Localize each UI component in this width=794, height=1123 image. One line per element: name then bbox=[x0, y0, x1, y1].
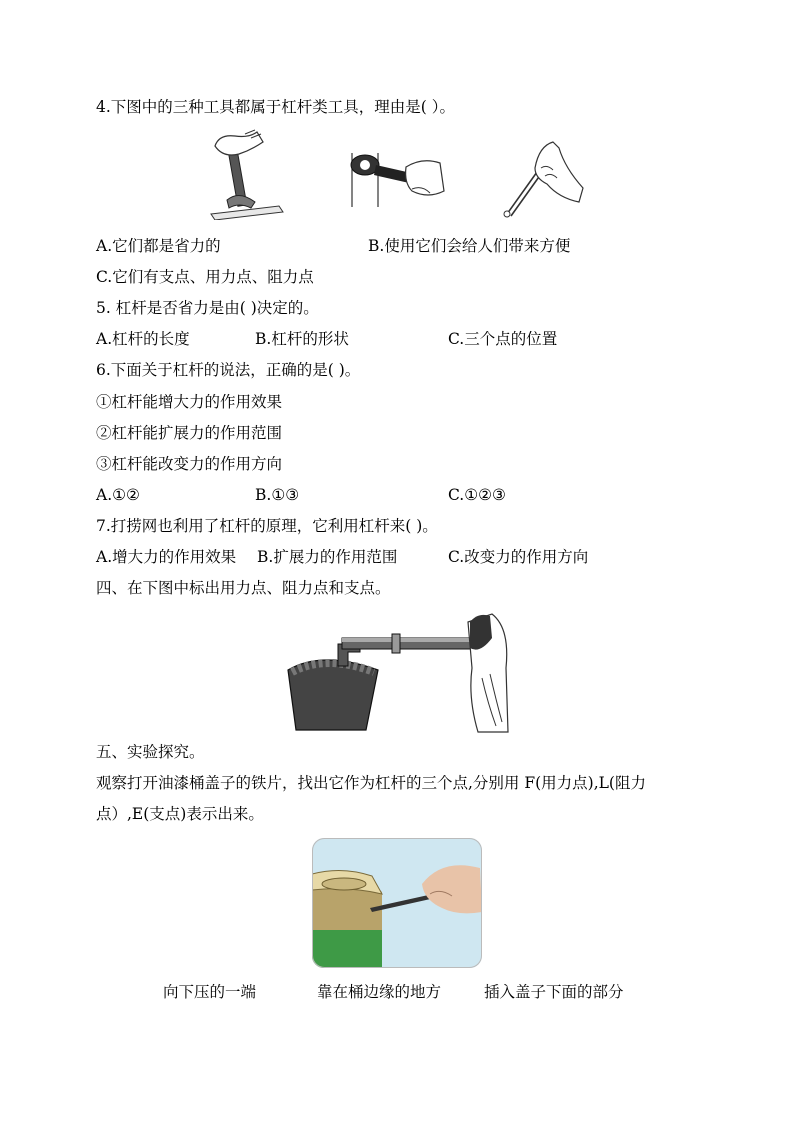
q6-option-a: A.①② bbox=[96, 486, 140, 504]
q6-item-3: ③杠杆能改变力的作用方向 bbox=[96, 455, 283, 473]
hammer-illustration bbox=[205, 128, 287, 220]
q4-option-c: C.它们有支点、用力点、阻力点 bbox=[96, 268, 314, 286]
q5-option-b: B.杠杆的形状 bbox=[255, 330, 349, 348]
q6-item-1: ①杠杆能增大力的作用效果 bbox=[96, 393, 283, 411]
section5-text-line-2: 点）,E(支点)表示出来。 bbox=[96, 805, 264, 823]
q6-item-2: ②杠杆能扩展力的作用范围 bbox=[96, 424, 283, 442]
caption-rim-contact: 靠在桶边缘的地方 bbox=[317, 983, 442, 1001]
q4-option-b: B.使用它们会给人们带来方便 bbox=[368, 237, 571, 255]
caption-under-lid: 插入盖子下面的部分 bbox=[484, 983, 624, 1001]
q7-stem: 7.打捞网也利用了杠杆的原理，它利用杠杆来( )。 bbox=[96, 517, 438, 535]
bottle-opener-illustration bbox=[348, 145, 448, 215]
q4-stem: 4.下图中的三种工具都属于杠杆类工具，理由是( ）。 bbox=[96, 98, 456, 116]
tweezers-illustration bbox=[495, 138, 587, 220]
q6-stem: 6.下面关于杠杆的说法，正确的是( )。 bbox=[96, 361, 361, 379]
section5-text-line-1: 观察打开油漆桶盖子的铁片，找出它作为杠杆的三个点,分别用 F(用力点),L(阻力 bbox=[96, 774, 646, 792]
q7-option-a: A.增大力的作用效果 bbox=[96, 548, 237, 566]
q6-option-c: C.①②③ bbox=[448, 486, 506, 504]
fishing-net-illustration bbox=[282, 608, 512, 733]
caption-press-end: 向下压的一端 bbox=[163, 983, 257, 1001]
q6-option-b: B.①③ bbox=[255, 486, 300, 504]
q7-option-b: B.扩展力的作用范围 bbox=[257, 548, 398, 566]
paint-can-photo bbox=[312, 838, 482, 968]
q7-option-c: C.改变力的作用方向 bbox=[448, 548, 589, 566]
q5-stem: 5. 杠杆是否省力是由( )决定的。 bbox=[96, 299, 319, 317]
section4-title: 四、在下图中标出用力点、阻力点和支点。 bbox=[96, 579, 391, 597]
q5-option-a: A.杠杆的长度 bbox=[96, 330, 190, 348]
q5-option-c: C.三个点的位置 bbox=[448, 330, 558, 348]
section5-title: 五、实验探究。 bbox=[96, 743, 205, 761]
q4-option-a: A.它们都是省力的 bbox=[96, 237, 221, 255]
